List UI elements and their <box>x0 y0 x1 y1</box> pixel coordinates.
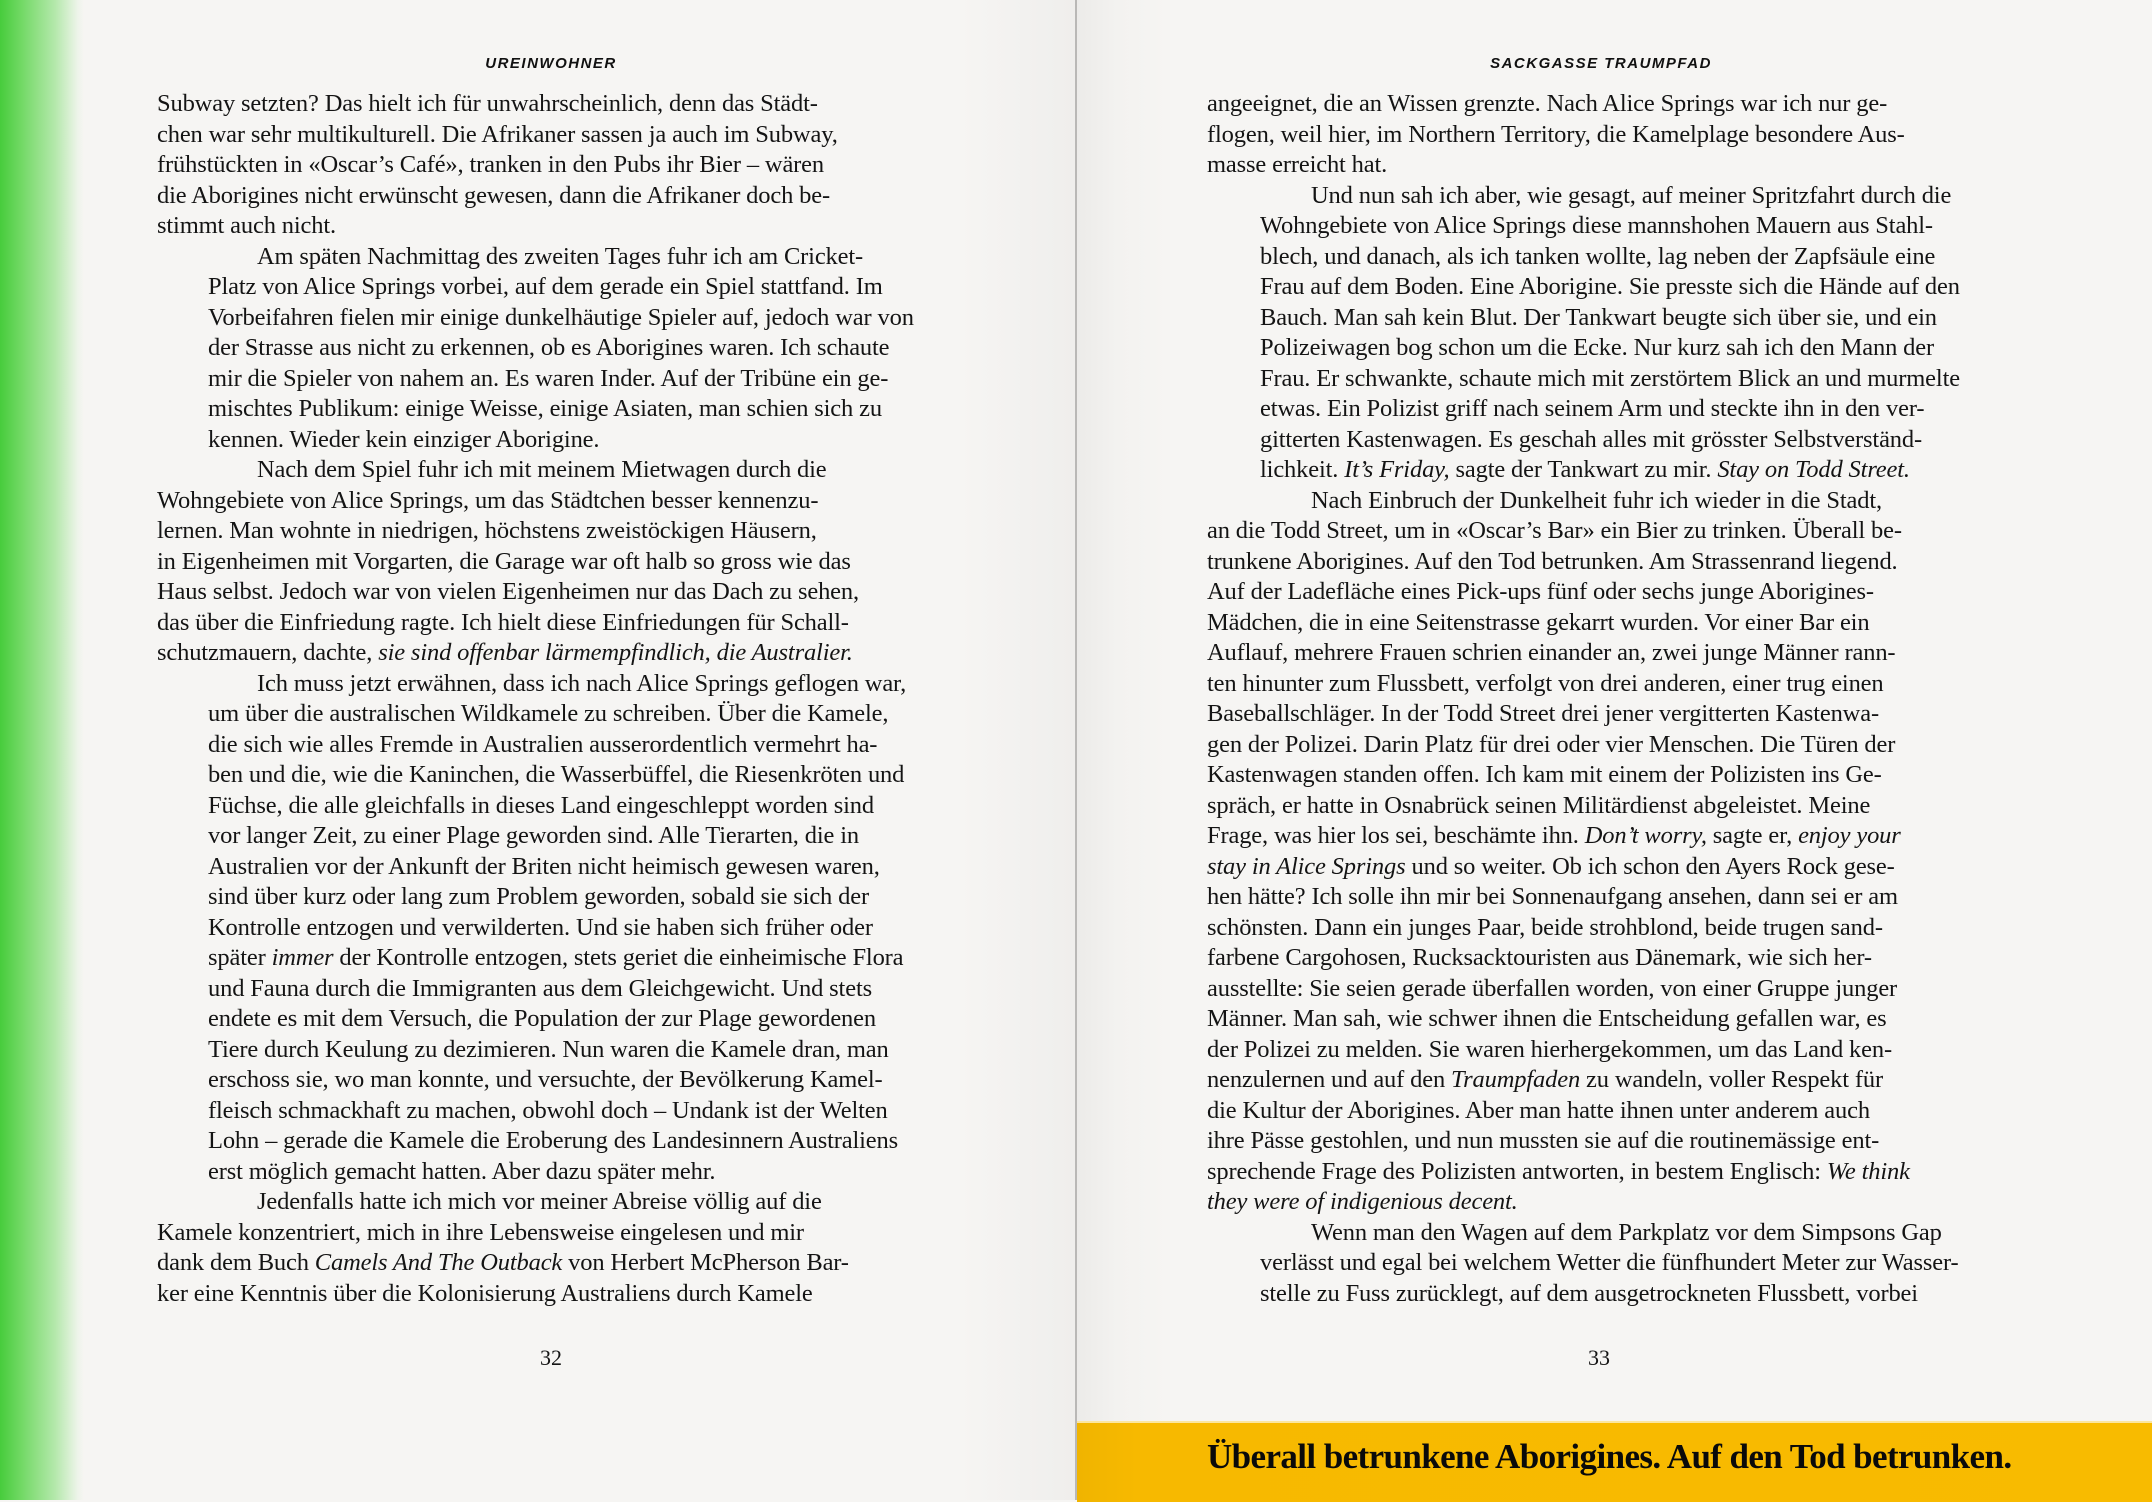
text-run: frühstückten in «Oscar’s Café», tranken in den Pubs ihr Bier – wären <box>157 151 825 178</box>
text-line <box>1260 272 1960 302</box>
text-run: Australien vor der Ankunft der Briten nicht heimisch gewesen waren, <box>208 852 880 880</box>
right-page <box>1077 0 2152 1500</box>
italic-text: enjoy your <box>1798 822 1901 849</box>
text-line <box>1207 516 1902 546</box>
text-line <box>157 608 849 638</box>
text-run: die Kultur der Aborigines. Aber man hatte ihnen unter anderem auch <box>1207 1096 1870 1124</box>
text-line <box>1260 425 1922 455</box>
text-run: verlässt und egal bei welchem Wetter die fünfhundert Meter zur Wasser- <box>1260 1249 1959 1276</box>
text-run: die Aborigines nicht erwünscht gewesen, dann die Afrikaner doch be- <box>157 181 831 209</box>
text-line <box>208 303 914 333</box>
italic-text: Traumpfaden <box>1451 1066 1581 1093</box>
text-run: Nach dem Spiel fuhr ich mit meinem Mietwagen durch die <box>257 456 827 483</box>
text-line <box>257 455 827 485</box>
text-run: spräch, er hatte in Osnabrück seinen Militärdienst abgeleistet. Meine <box>1207 791 1871 819</box>
text-line <box>157 577 859 607</box>
text-line <box>208 1096 888 1126</box>
text-line <box>1207 1004 1887 1034</box>
text-line <box>208 272 883 302</box>
text-line <box>1207 150 1387 180</box>
text-run: Kamele konzentriert, mich in ihre Lebensweise eingelesen und mir <box>157 1218 804 1246</box>
text-line <box>1207 669 1884 699</box>
text-run: kennen. Wieder kein einziger Aborigine. <box>208 425 600 453</box>
text-run: lichkeit. <box>1260 456 1345 483</box>
text-line <box>1311 1218 1942 1248</box>
text-run: das über die Einfriedung ragte. Ich hielt diese Einfriedungen für Schall- <box>157 608 849 636</box>
text-line <box>1207 638 1895 668</box>
text-line <box>1311 486 1882 516</box>
text-line <box>208 913 873 943</box>
text-line <box>208 1004 876 1034</box>
text-line <box>1207 791 1870 821</box>
text-run: mischtes Publikum: einige Weisse, einige Asiaten, man schien sich zu <box>208 395 882 422</box>
text-run: Frau. Er schwankte, schaute mich mit zerstörtem Blick an und murmelte <box>1260 364 1960 392</box>
text-line <box>208 791 874 821</box>
text-run: ben und die, wie die Kaninchen, die Wasserbüffel, die Riesenkröten und <box>208 761 905 788</box>
text-run: stelle zu Fuss zurücklegt, auf dem ausgetrockneten Flussbett, vorbei <box>1260 1279 1918 1307</box>
text-run: sagte er, <box>1706 822 1799 849</box>
italic-text: they were of indigenious decent. <box>1207 1188 1518 1215</box>
text-run: in Eigenheimen mit Vorgarten, die Garage war oft halb so gross wie das <box>157 547 851 575</box>
text-line <box>208 821 859 851</box>
running-head-left: UREINWOHNER <box>485 55 617 72</box>
page-number-right: 33 <box>1588 1345 1610 1370</box>
text-run: sprechende Frage des Polizisten antworten, in bestem Englisch: <box>1207 1157 1827 1185</box>
text-run: ausstellte: Sie seien gerade überfallen worden, von einer Gruppe junger <box>1207 974 1898 1002</box>
text-run: und so weiter. Ob ich schon den Ayers Rock gese- <box>1405 852 1895 880</box>
text-run: Wohngebiete von Alice Springs, um das Städtchen besser kennenzu- <box>157 486 819 514</box>
text-line <box>208 943 903 973</box>
text-line <box>208 699 888 729</box>
pull-quote-text: Überall betrunkene Aborigines. Auf den Tod betrunken. <box>1207 1437 2012 1476</box>
text-line <box>257 1187 822 1217</box>
text-run: dank dem Buch <box>157 1249 315 1276</box>
text-run: ten hinunter zum Flussbett, verfolgt von drei anderen, einer trug einen <box>1207 669 1884 697</box>
running-head-right: SACKGASSE TRAUMPFAD <box>1490 55 1712 72</box>
left-page <box>0 0 1076 1500</box>
text-run: Lohn – gerade die Kamele die Eroberung des Landesinnern Australiens <box>208 1127 899 1154</box>
text-run: später <box>208 944 272 971</box>
text-run: Und nun sah ich aber, wie gesagt, auf meiner Spritzfahrt durch die <box>1311 181 1952 209</box>
text-line <box>208 1157 715 1187</box>
text-line <box>1207 120 1905 150</box>
text-run: ihre Pässe gestohlen, und nun mussten sie auf die routinemässige ent- <box>1207 1127 1880 1154</box>
text-line <box>157 1279 813 1309</box>
text-line <box>208 760 904 790</box>
italic-text: immer <box>271 944 334 971</box>
text-line <box>157 1218 804 1248</box>
text-line <box>1207 913 1883 943</box>
text-run: die sich wie alles Fremde in Australien ausserordentlich vermehrt ha- <box>208 730 878 758</box>
text-run: ker eine Kenntnis über die Kolonisierung Australiens durch Kamele <box>157 1279 813 1307</box>
text-run: Baseballschläger. In der Todd Street drei jener vergitterten Kastenwa- <box>1207 700 1879 727</box>
italic-text: Don’t worry, <box>1584 822 1707 849</box>
text-run: schönsten. Dann ein junges Paar, beide strohblond, beide trugen sand- <box>1207 913 1883 941</box>
text-line <box>257 242 863 272</box>
text-line <box>1207 699 1879 729</box>
text-line <box>208 333 889 363</box>
text-line <box>1260 333 1934 363</box>
text-run: Jedenfalls hatte ich mich vor meiner Abreise völlig auf die <box>257 1188 822 1215</box>
text-run: chen war sehr multikulturell. Die Afrikaner sassen ja auch im Subway, <box>157 120 838 148</box>
text-run: Wohngebiete von Alice Springs diese mannshohen Mauern aus Stahl- <box>1260 212 1933 239</box>
text-line <box>1207 760 1882 790</box>
text-line <box>1207 1126 1879 1156</box>
text-line <box>157 150 824 180</box>
text-run: Vorbeifahren fielen mir einige dunkelhäutige Spieler auf, jedoch war von <box>208 303 914 331</box>
text-run: erst möglich gemacht hatten. Aber dazu später mehr. <box>208 1157 716 1185</box>
text-line <box>157 211 336 241</box>
text-run: vor langer Zeit, zu einer Plage geworden sind. Alle Tierarten, die in <box>208 822 859 849</box>
text-run: lernen. Man wohnte in niedrigen, höchstens zweistöckigen Häusern, <box>157 517 817 544</box>
text-run: Kastenwagen standen offen. Ich kam mit einem der Polizisten ins Ge- <box>1207 761 1882 788</box>
text-line <box>208 974 872 1004</box>
text-run: Bauch. Man sah kein Blut. Der Tankwart beugte sich über sie, und ein <box>1260 303 1937 331</box>
text-line <box>1207 943 1872 973</box>
text-run: Platz von Alice Springs vorbei, auf dem gerade ein Spiel stattfand. Im <box>208 273 883 300</box>
text-run: Wenn man den Wagen auf dem Parkplatz vor dem Simpsons Gap <box>1311 1218 1942 1246</box>
text-run: der Strasse aus nicht zu erkennen, ob es Aborigines waren. Ich schaute <box>208 334 890 361</box>
text-run: fleisch schmackhaft zu machen, obwohl doch – Undank ist der Welten <box>208 1096 888 1124</box>
text-run: endete es mit dem Versuch, die Population der zur Plage gewordenen <box>208 1005 876 1032</box>
text-run: masse erreicht hat. <box>1207 151 1388 178</box>
text-line <box>1207 547 1898 577</box>
text-run: Auflauf, mehrere Frauen schrien einander an, zwei junge Männer rann- <box>1207 639 1896 666</box>
text-line <box>1207 577 1874 607</box>
text-line <box>1207 821 1901 851</box>
text-line <box>1207 1157 1910 1187</box>
text-run: Frage, was hier los sei, beschämte ihn. <box>1207 822 1585 849</box>
text-run: schutzmauern, dachte, <box>157 639 379 666</box>
italic-text: stay in Alice Springs <box>1207 852 1406 880</box>
text-run: Auf der Ladefläche eines Pick-ups fünf oder sechs junge Aborigines- <box>1207 578 1874 605</box>
text-line <box>1260 364 1960 394</box>
text-line <box>157 120 838 150</box>
italic-text: Stay on Todd Street. <box>1717 456 1910 483</box>
text-line <box>1260 455 1910 485</box>
text-line <box>208 425 599 455</box>
text-run: Haus selbst. Jedoch war von vielen Eigenheimen nur das Dach zu sehen, <box>157 578 859 605</box>
text-line <box>1207 882 1898 912</box>
text-run: hen hätte? Ich solle ihn mir bei Sonnenaufgang ansehen, dann sei er am <box>1207 883 1898 910</box>
italic-text: We think <box>1826 1157 1910 1185</box>
text-line <box>1260 242 1935 272</box>
text-run: etwas. Ein Polizist griff nach seinem Arm und steckte ihn in den ver- <box>1260 395 1925 422</box>
page-number-left: 32 <box>540 1345 562 1370</box>
text-line <box>208 1065 883 1095</box>
text-run: von Herbert McPherson Bar- <box>562 1249 849 1276</box>
text-run: Frau auf dem Boden. Eine Aborigine. Sie presste sich die Hände auf den <box>1260 273 1960 300</box>
text-line <box>157 547 851 577</box>
text-run: erschoss sie, wo man konnte, und versuchte, der Bevölkerung Kamel- <box>208 1066 883 1093</box>
text-line <box>208 364 888 394</box>
text-line <box>1207 730 1895 760</box>
text-run: sind über kurz oder lang zum Problem geworden, sobald sie sich der <box>208 883 869 910</box>
text-line <box>1207 89 1887 119</box>
pull-quote-banner <box>1077 1421 2152 1502</box>
text-line <box>1207 608 1869 638</box>
text-line <box>1207 1065 1883 1095</box>
text-run: Am späten Nachmittag des zweiten Tages fuhr ich am Cricket- <box>257 242 864 270</box>
text-run: der Kontrolle entzogen, stets geriet die einheimische Flora <box>333 944 904 971</box>
text-run: Nach Einbruch der Dunkelheit fuhr ich wieder in die Stadt, <box>1311 486 1882 514</box>
text-line <box>1207 852 1895 882</box>
text-line <box>208 1035 889 1065</box>
text-line <box>208 852 880 882</box>
text-run: stimmt auch nicht. <box>157 212 336 239</box>
text-line <box>1311 181 1951 211</box>
text-run: gitterten Kastenwagen. Es geschah alles mit grösster Selbstverständ- <box>1260 425 1923 453</box>
text-run: Füchse, die alle gleichfalls in dieses Land eingeschleppt worden sind <box>208 791 874 819</box>
text-line <box>1260 1279 1918 1309</box>
text-line <box>157 1248 849 1278</box>
text-run: Polizeiwagen bog schon um die Ecke. Nur kurz sah ich den Mann der <box>1260 334 1935 361</box>
text-line <box>1260 394 1924 424</box>
text-run: gen der Polizei. Darin Platz für drei oder vier Menschen. Die Türen der <box>1207 730 1896 758</box>
text-line <box>208 730 877 760</box>
text-run: Subway setzten? Das hielt ich für unwahrscheinlich, denn das Städt- <box>157 90 818 117</box>
text-run: flogen, weil hier, im Northern Territory, die Kamelplage besondere Aus- <box>1207 120 1905 148</box>
italic-text: Camels And The Outback <box>314 1249 563 1276</box>
text-line <box>1260 303 1937 333</box>
text-line <box>208 394 882 424</box>
text-run: mir die Spieler von nahem an. Es waren Inder. Auf der Tribüne ein ge- <box>208 364 889 392</box>
text-run: der Polizei zu melden. Sie waren hierhergekommen, um das Land ken- <box>1207 1035 1892 1063</box>
text-run: Ich muss jetzt erwähnen, dass ich nach Alice Springs geflogen war, <box>257 669 907 697</box>
text-run: trunkene Aborigines. Auf den Tod betrunken. Am Strassenrand liegend. <box>1207 547 1898 575</box>
text-run: um über die australischen Wildkamele zu schreiben. Über die Kamele, <box>208 700 889 727</box>
text-run: Mädchen, die in eine Seitenstrasse gekarrt wurden. Vor einer Bar ein <box>1207 608 1870 636</box>
italic-text: sie sind offenbar lärmempfindlich, die Australier. <box>378 639 853 666</box>
text-line <box>208 1126 898 1156</box>
text-line <box>1207 1096 1870 1126</box>
text-run: farbene Cargohosen, Rucksacktouristen aus Dänemark, wie sich her- <box>1207 944 1872 971</box>
text-line <box>1207 1187 1518 1217</box>
text-line <box>157 486 818 516</box>
text-line <box>157 516 817 546</box>
text-run: Männer. Man sah, wie schwer ihnen die Entscheidung gefallen war, es <box>1207 1005 1887 1032</box>
text-run: blech, und danach, als ich tanken wollte, lag neben der Zapfsäule eine <box>1260 242 1936 270</box>
text-line <box>157 638 853 668</box>
text-line <box>1260 211 1933 241</box>
text-line <box>257 669 906 699</box>
text-line <box>1260 1248 1958 1278</box>
text-run: Kontrolle entzogen und verwilderten. Und sie haben sich früher oder <box>208 913 873 941</box>
text-line <box>1207 1035 1892 1065</box>
text-line <box>157 181 830 211</box>
italic-text: It’s Friday, <box>1344 456 1450 483</box>
text-line <box>208 882 869 912</box>
text-run: und Fauna durch die Immigranten aus dem Gleichgewicht. Und stets <box>208 974 872 1002</box>
text-run: sagte der Tankwart zu mir. <box>1449 456 1718 483</box>
text-run: zu wandeln, voller Respekt für <box>1580 1066 1883 1093</box>
text-run: an die Todd Street, um in «Oscar’s Bar» ein Bier zu trinken. Überall be- <box>1207 517 1902 544</box>
text-line <box>1207 974 1897 1004</box>
text-run: Tiere durch Keulung zu dezimieren. Nun waren die Kamele dran, man <box>208 1035 889 1063</box>
text-run: angeeignet, die an Wissen grenzte. Nach Alice Springs war ich nur ge- <box>1207 90 1888 117</box>
text-run: nenzulernen und auf den <box>1207 1066 1452 1093</box>
text-line <box>157 89 818 119</box>
